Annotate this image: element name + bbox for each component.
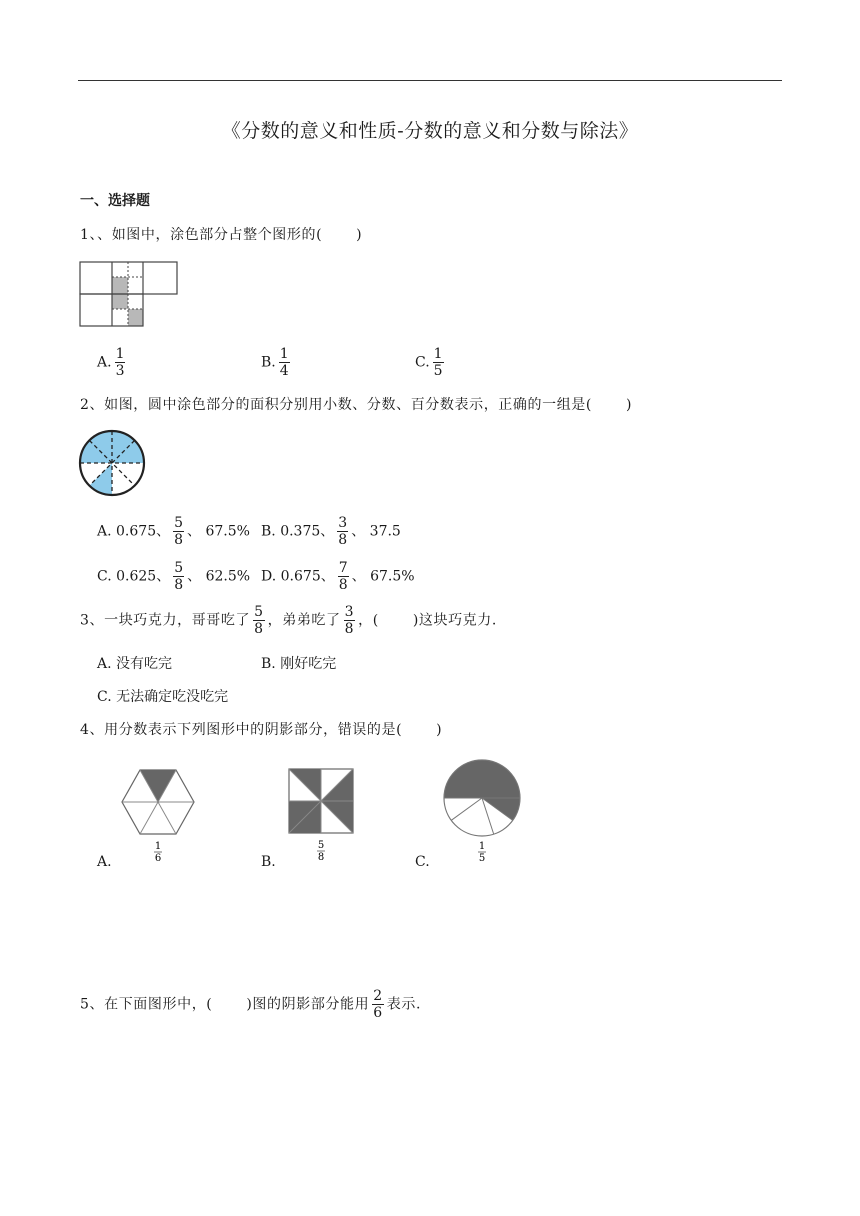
grid-shade-3 [128, 309, 143, 326]
hexagon-figure [117, 765, 199, 865]
fraction: $\frac{1}{4}$ [279, 346, 289, 379]
svg-text:1: 1 [478, 841, 486, 852]
svg-text:5: 5 [317, 840, 325, 851]
q2-option-d[interactable]: D. 0.675、 $\frac{7}{8}$ 、 67.5% [261, 560, 415, 593]
question-1-text: 1、、如图中，涂色部分占整个图形的( [80, 227, 323, 243]
q2-option-b[interactable]: B. 0.375、 $\frac{3}{8}$ 、 37.5 [261, 515, 401, 548]
q1-option-c[interactable] [415, 346, 447, 379]
circle-shade-bottom [89, 463, 112, 495]
fraction: $\frac{1}{5}$ [433, 346, 443, 379]
question-2 [80, 394, 632, 414]
svg-text:8: 8 [317, 852, 325, 863]
option-label: A. [97, 354, 112, 371]
question-2-text: 2、如图，圆中涂色部分的面积分别用小数、分数、百分数表示，正确的一组是( [80, 397, 592, 413]
q2-option-a[interactable]: A. 0.675、 $\frac{5}{8}$ 、 67.5% [97, 515, 250, 548]
section-heading: 一、选择题 [80, 193, 150, 209]
question-5: 5、在下面图形中，( )图的阴影部分能用 $\frac{2}{6}$ 表示. [80, 988, 422, 1021]
q4-option-c[interactable]: C. [415, 854, 430, 870]
sector-circle-figure [440, 758, 524, 864]
circle-figure [76, 427, 148, 499]
q4-option-b[interactable]: B. [261, 854, 276, 870]
question-3: 3、一块巧克力，哥哥吃了 $\frac{5}{8}$ ，弟弟吃了 $\frac{3}{8}$ ，( )这块巧克力. [80, 604, 497, 637]
question-4: 4、用分数表示下列图形中的阴影部分，错误的是( ) [80, 722, 443, 738]
svg-text:6: 6 [154, 853, 162, 864]
option-label: B. [261, 354, 276, 371]
q4-option-a[interactable]: A. [97, 854, 112, 870]
option-label: C. [415, 354, 430, 371]
sector-shade-half [444, 760, 520, 798]
svg-text:1: 1 [154, 841, 162, 852]
question-2-close: ) [625, 397, 633, 413]
question-1-close: ) [356, 227, 363, 243]
svg-text:5: 5 [478, 853, 486, 864]
q3-option-c[interactable]: C. 无法确定吃没吃完 [97, 689, 229, 705]
fraction: $\frac{1}{3}$ [115, 346, 125, 379]
q1-option-a[interactable] [97, 346, 128, 379]
grid-figure [78, 260, 180, 330]
grid-shade-1 [112, 293, 128, 309]
grid-shade-2 [112, 277, 128, 293]
q2-option-c[interactable]: C. 0.625、 $\frac{5}{8}$ 、 62.5% [97, 560, 251, 593]
square-figure [285, 765, 357, 865]
question-1 [80, 224, 362, 244]
q3-option-a[interactable]: A. 没有吃完 [97, 656, 173, 672]
header-rule [78, 80, 782, 81]
page-title: 《分数的意义和性质-分数的意义和分数与除法》 [221, 120, 639, 142]
q3-option-b[interactable]: B. 刚好吃完 [261, 656, 337, 672]
q1-option-b[interactable] [261, 346, 293, 379]
